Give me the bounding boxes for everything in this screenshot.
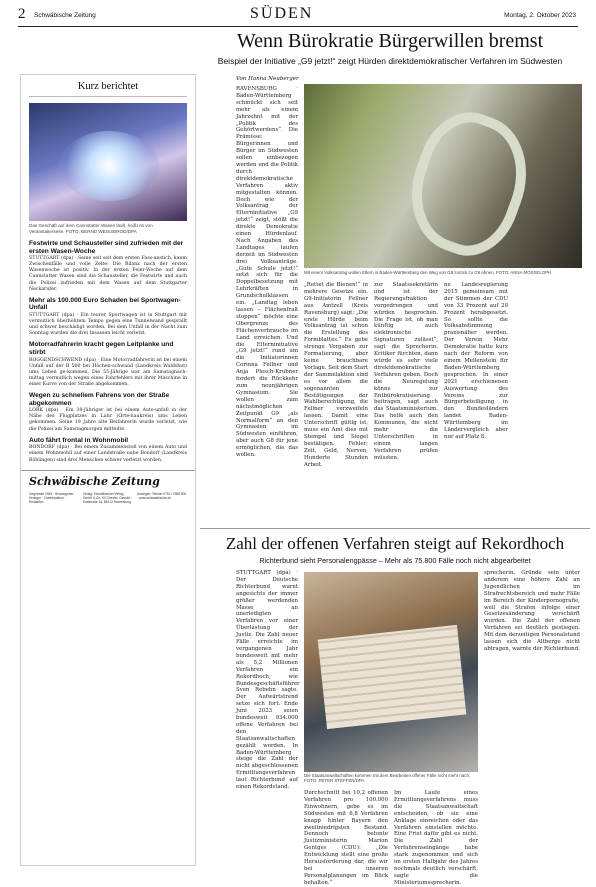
brief-headline: Wegen zu schnellem Fahrens von der Straße abgekommen <box>29 392 170 407</box>
story1-col3: zur Staatssekretärin und ist der Regierungsfraktion vorgedrungen und würden besprochen. Die Frage ist, ob man künftig auch elektronische Signaturen zulässt“, sagt die Sprecherin. Kritiker fürchten, dann würde es sehr viele direktdemokratische Verfahren geben. Doch die Neuregelung könne zur Entbürokratisierung beitragen, sagt auch das Staatsministerium. Das helfe auch den Kommunen, die nicht mehr die Unterschriften in einem langen Verfahren prüfen müssten. <box>374 282 438 461</box>
documents-stack <box>318 625 467 729</box>
brief-headline: Auto fährt frontal in Wohnmobil <box>29 436 129 444</box>
story2-col4: sprecherin. Gründe sein unter anderem eine höhere Zahl an Jugendlichen im Strafrechtsbereich und mehr Fälle im Bereich der Kinderpornografie, weil die Strafen infolge einer Gesetzesänderung verschärft wurden. Die Zahl der offenen Verfahren sei deutlich gestiegen. Mit dem derzeitigen Personalstand lassen sich die Altberge nicht abtragen, warnte der Richterbund. <box>484 570 580 652</box>
brief-title: Kurz berichtet <box>29 75 187 97</box>
story1-col4: ne Landesregierung 2015 gemeinsam mit der Stimmen der CDU von 33 Prozent auf 20 Prozent herabgesetzt. So sollte die Volksabstimmung praxisnäher werden. Der Verein Mehr Demokratie hatte kurz nach der Reform von einem Meilenstein für Baden-Württemberg gesprochen. In einer 2021 erschienenen Auswertung des Vereins zur Bürgerbeteiligung in den Bundesländern landet Baden-Württemberg im Ländervergleich aber nur auf Platz 8. <box>444 282 508 440</box>
story2-col1: STUTTGART (dpa) · Der Deutsche Richterbund warnt angesichts der immer größer werdenden Masse an unerledigten Verfahren vor einer Überlastung der Justiz. Die Zahl neuer Fälle erreichte im vergangenen Jahr bundesweit mit mehr als 5,2 Millionen Verfahren ein Rekordhoch, wie Bundesgeschäftsführer Sven Rebehn sagte. Der Aufwärtstrend setze sich fort. Ende Juni 2023 seien bundesweit 934.000 offene Verfahren bei den Staatsanwaltschaften gezählt worden. In Baden-Württemberg steige die Zahl der nicht abgeschlossenen Ermittlungsverfahren laut Richterbund auf einen Rekordstand. <box>236 570 300 791</box>
imprint-text: Verlag: Schwäbischer Verlag GmbH & Co. KG Drexler, Gessler · Karlstraße 16, 88212 Ravensburg <box>83 491 133 505</box>
story1-col2: „Rettet die Bienen!“ in mehrere Gesetze ein. G9-Initiatorin Fellner aus Amtzell (Kreis Ravensburg) sagt: „Die erste Hürde beim Volksantrag ist schon die Erstellung des Formblattes.“ Es gebe strenge Vorgaben zur Formatierung, aber keine brauchbare Vorlage. Seit dem Start der Sammelaktion sind es vor allem die sogenannten Bestätigungen der Wahlberechtigung, die Fellner verzweifeln lassen. Damit eine Unterschrift gültig ist, muss ein Amt dies mit Stempel und Siegel bestätigen. Fehler: Zeit, Geld, Nerven, Hunderte Stunden Arbeit. <box>304 282 368 468</box>
imprint <box>21 490 195 507</box>
caption-credit: FOTO: BERND WEISSBROD/DPA <box>65 228 137 234</box>
brief-column <box>20 74 196 866</box>
imprint-text: Gegründet 1945 · Herausgeber: Verleger · Chefredakteur · Redaktion <box>29 491 75 505</box>
wasen-photo <box>29 103 187 221</box>
header-rule <box>18 26 578 27</box>
story1-caption <box>304 270 582 275</box>
story2-subhead: Richterbund sieht Personalengpässe – Mehr als 75.800 Fälle noch nicht abgearbeitet <box>259 556 531 565</box>
imprint-text: Anzeigen: Telefon 0751 / 2955 500 · www.schwaebische.de <box>137 491 187 500</box>
page-number: 2 <box>18 6 26 22</box>
story1-col1: RAVENSBURG · Baden-Württemberg schmückt sich seit mehr als einem Jahrzehnt mit der „Politik des Gehörtwerdens“. Die Prämisse: Bürgerinnen und Bürger im Südwesten sollen einbezogen werden und die Politik durch direktdemokratische Verfahren aktiv mitgestalten können. Doch wie der Volksantrag der Elterninitiative „G9 jetzt!“ zeigt, stößt die direkte Demokratie einen Hürdenlauf. Nach Angaben des Landtages laufen derzeit im Südwesten drei Volksanträge. „Gute Schule jetzt!“ setzt sich für die Doppelbesetzung mit Lehrkräften in Grundschulklassen ein. „Landtag leben lassen – Flächenfraß stoppen“ möchte eine Obergrenze des Flächenverbrauchs im Land erreichen. Und die Elterninitiative „G9 jetzt!“ rund um die Initiatorinnen Corinna Fellner und Anja Plesch-Krubner fordert die Rückkehr zum neunjährigen Gymnasium. Sie wollen zum nächstmöglichen Zeitpunkt G9 „als Normalform“ an den Gymnasien im Südwesten einführen, aber auch G8 für jene ermöglichen, die das wollen. <box>236 86 298 459</box>
brief-headline: Motorradfahrerin kracht gegen Leitplanke und stirbt <box>29 341 174 356</box>
caption-credit: FOTO: PETER STEFFEN/DPA <box>304 778 365 784</box>
story1-author: Von Hanna Neuberger <box>236 76 299 82</box>
caption-credit: FOTO: ANNA MOSSELOPH <box>496 270 552 275</box>
paper-name: Schwäbische Zeitung <box>34 12 96 19</box>
story-separator <box>200 528 590 529</box>
brief-text: BONDORF (dpa) · Bei einem Zusammenstoß von einem Auto und einem Wohnmobil auf einer Landstraße nahe Bondorf (Landkreis Böblingen) sind drei Menschen schwer verletzt worden. <box>29 445 187 463</box>
story2-col3: Im Laufe eines Ermittlungsverfahrens muss die Staatsanwaltschaft entscheiden, ob sie eine Anklage einreichen oder das Verfahren einstellen möchte. Eine Frist dafür gibt es nicht. Die Zahl der Verfahrenseingänge habe stark zugenommen und sich im ersten Halbjahr des Jahres nochmals deutlich verschärft, sagte die Ministeriumssprecherin. <box>394 790 478 886</box>
story1-photo <box>304 84 582 268</box>
story2-col2: Durchschnitt bei 10,2 offenen Verfahren pro 100.000 Einwohnern, gebe es im Südwesten mit 6,8 Verfahren knapp hinter Bayern den zweitniedrigsten Bestand. Dennoch betonte Justizministerin Marion Gentges (CDU): „Die Entwicklung stellt eine große Herausforderung dar, die wir bei unseren Personalplanungen im Blick behalten.“ <box>304 790 388 886</box>
issue-date: Montag, 2. Oktober 2023 <box>504 12 576 19</box>
story2-caption <box>304 773 478 784</box>
photo-caption <box>21 221 195 236</box>
caption-text: Das Geschäft auf dem Cannstatter Wasen läuft, heißt es von Veranstalterseite. <box>29 223 153 234</box>
carousel-shape <box>59 131 159 201</box>
brief-text: STUTTGART (dpa) · Ein teurer Sportwagen ist in Stuttgart mit vermutlich überhöhtem Tempo gegen eine Tunnelwand gesprallt und schwer beschädigt worden. Bei dem Unfall in der Nacht zum Sonntag wurden die drei Insassen leicht verletzt. <box>29 312 187 337</box>
story1-headline: Wenn Bürokratie Bürgerwillen bremst <box>236 30 544 52</box>
brief-text: ROGGENDSCHWEND (dpa) · Eine Motorradfahrerin ist bei einem Unfall auf der B 500 bei Höchen-schwand (Landkreis Waldshut) ums Leben ge-kommen. Die 55-Jährige war am Samstagnach-mittag vermutlich wegen eines Fahrfehlers mit ihrer Maschine in einer Kurve von der Straße abgekommen. <box>29 357 187 387</box>
brief-headline: Mehr als 100.000 Euro Schaden bei Sportwagen-Unfall <box>29 296 181 312</box>
vase-shape <box>393 99 544 268</box>
newspaper-logo: Schwäbische Zeitung <box>21 470 195 490</box>
brief-text: STUTTGART (dpa) · Seine seit seit dem ersten Fass-anstich, kaum Zwischenfälle und volle Zelte: Die Bilanz nach der ersten Wasenwoche ist positiv. In der ersten Feier-Woche auf dem Cannstatter Wasen sind die Schausteller, die Festwirte und auch die Polizei zufrieden mit dem Wasen auf dem Stuttgarter Neckarufer. <box>29 256 187 292</box>
story2-photo <box>304 572 478 772</box>
story2-headline: Zahl der offenen Verfahren steigt auf Rekordhoch <box>225 534 565 553</box>
brief-text: LORK (dpa) · Ein 38-Jähriger ist bei einem Auto-unfall in der Nähe des Flugplatzes in Lahr (Orte-naukreis) ums Leben gekommen. Seine 19 Jahre alte Beifahrerin wurde verletzt, wie die Polizei am Samstagmorgen mitteilte. <box>29 408 187 432</box>
brief-headline: Festwirte und Schausteller sind zufrieden mit der ersten Wasen-Woche <box>29 240 184 255</box>
caption-text: Die Staatsanwaltschaften kommen mit dem Bearbeiten offener Fälle nicht mehr nach. <box>304 773 471 778</box>
story1-subhead: Beispiel der Initiative „G9 jetzt!“ zeigt Hürden direktdemokratischer Verfahren im Südwesten <box>217 56 563 66</box>
caption-text: Mit einem Volksantrag wollen Eltern in Baden-Württemberg den Weg von G8 zurück zu G9 ebnen. <box>304 270 495 275</box>
section-title: SÜDEN <box>250 5 314 22</box>
